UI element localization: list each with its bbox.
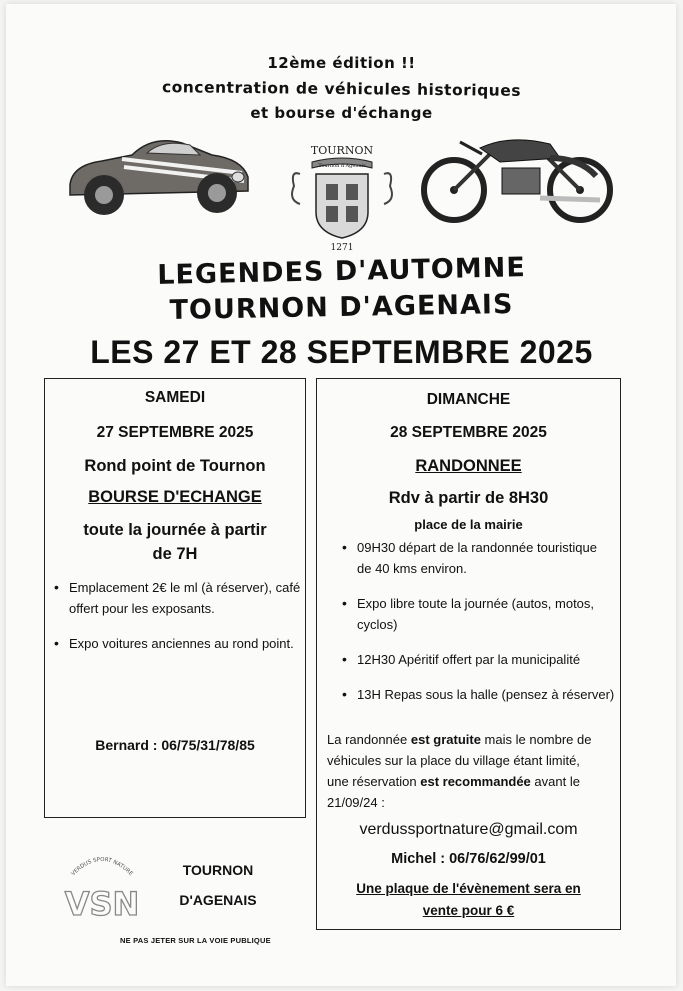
tournon-crest-image bbox=[282, 140, 402, 252]
subtitle-heading-2: et bourse d'échange bbox=[250, 104, 433, 122]
svg-text:1271: 1271 bbox=[330, 243, 354, 252]
classic-car-image bbox=[62, 125, 252, 220]
list-item: • Expo libre toute la journée (autos, motos, cyclos) bbox=[357, 593, 615, 635]
event-title-line1: LEGENDES D'AUTOMNE bbox=[156, 252, 527, 291]
list-item: • 09H30 départ de la randonnée touristique de 40 kms environ. bbox=[357, 537, 615, 579]
saturday-list bbox=[51, 577, 305, 668]
sunday-list bbox=[339, 537, 615, 719]
svg-text:Tournon d'Agenais: Tournon d'Agenais bbox=[318, 163, 366, 169]
saturday-event: BOURSE D'ECHANGE bbox=[88, 488, 262, 506]
sunday-note: La randonnée est gratuite mais le nombre de véhicules sur la place du village étant limité, une réservation est recommandée avant le 21/09/24 : bbox=[327, 732, 592, 810]
footer-town-line1: TOURNON bbox=[182, 862, 254, 878]
saturday-box bbox=[44, 378, 306, 818]
sunday-place: place de la mairie bbox=[414, 517, 523, 532]
event-dates: LES 27 ET 28 SEPTEMBRE 2025 bbox=[90, 334, 593, 370]
saturday-time-2: de 7H bbox=[152, 545, 198, 563]
sunday-event: RANDONNEE bbox=[415, 457, 522, 475]
footer-town bbox=[168, 855, 268, 915]
plaque-note-1: Une plaque de l'évènement sera en bbox=[356, 881, 581, 896]
subtitle-heading: concentration de véhicules historiques bbox=[161, 78, 522, 100]
plaque-note-2: vente pour 6 € bbox=[422, 903, 515, 918]
list-item: • 13H Repas sous la halle (pensez à réserver) bbox=[357, 684, 615, 705]
sunday-box bbox=[316, 378, 621, 930]
saturday-place: Rond point de Tournon bbox=[84, 457, 266, 475]
list-item: • Expo voitures anciennes au rond point. bbox=[69, 633, 305, 654]
vintage-motorcycle-image bbox=[420, 128, 614, 226]
saturday-day: SAMEDI bbox=[144, 389, 206, 406]
saturday-time-1: toute la journée à partir bbox=[83, 521, 267, 539]
event-title-line2: TOURNON D'AGENAIS bbox=[169, 289, 514, 326]
list-item: • 12H30 Apéritif offert par la municipalité bbox=[357, 649, 615, 670]
sunday-contact: Michel : 06/76/62/99/01 bbox=[391, 851, 546, 867]
sunday-day: DIMANCHE bbox=[426, 391, 511, 408]
sunday-rdv: Rdv à partir de 8H30 bbox=[388, 489, 549, 507]
edition-heading: 12ème édition !! bbox=[267, 54, 416, 72]
list-item: • Emplacement 2€ le ml (à réserver), café offert pour les exposants. bbox=[69, 577, 305, 619]
saturday-contact: Bernard : 06/75/31/78/85 bbox=[95, 737, 255, 753]
contact-email[interactable]: verdussportnature@gmail.com bbox=[359, 821, 578, 838]
footer-town-line2: D'AGENAIS bbox=[179, 892, 257, 908]
svg-text:VSN: VSN bbox=[64, 885, 140, 923]
footer-notice: NE PAS JETER SUR LA VOIE PUBLIQUE bbox=[120, 936, 271, 945]
svg-text:TOURNON: TOURNON bbox=[310, 144, 374, 157]
saturday-date: 27 SEPTEMBRE 2025 bbox=[96, 424, 254, 441]
svg-text:VERDUS SPORT NATURE: VERDUS SPORT NATURE bbox=[70, 856, 134, 878]
sunday-date: 28 SEPTEMBRE 2025 bbox=[390, 424, 547, 441]
vsn-logo-image bbox=[62, 845, 142, 940]
